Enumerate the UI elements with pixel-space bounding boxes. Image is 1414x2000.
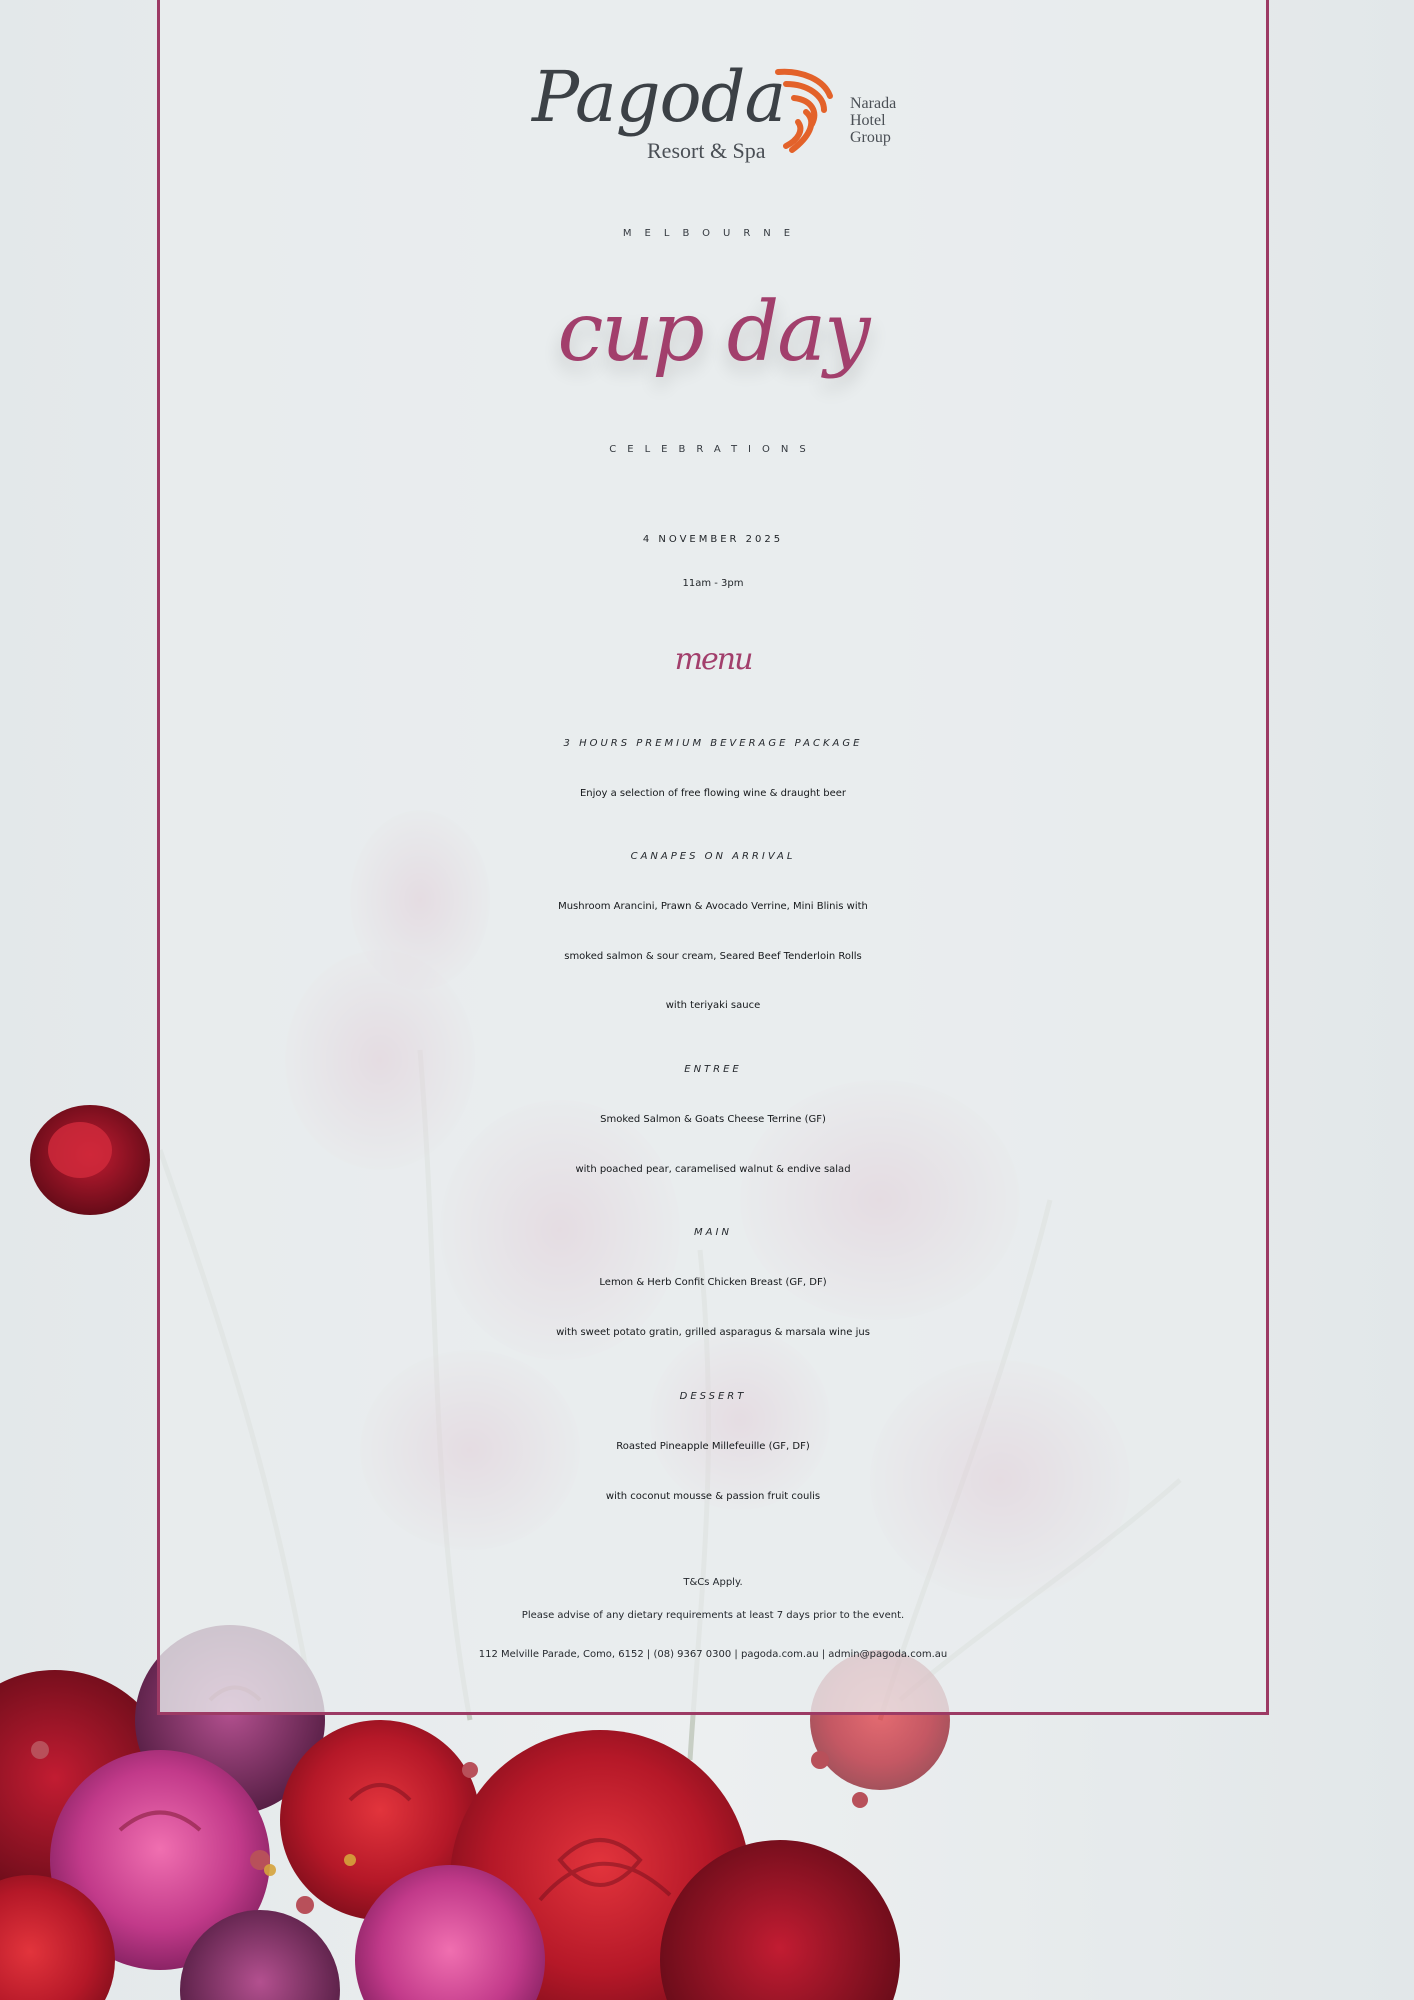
dietary-note: Please advise of any dietary requirements at least 7 days prior to the event. <box>521 1610 905 1621</box>
contact-line: 112 Melville Parade, Como, 6152 | (08) 9367 0300 | pagoda.com.au | admin@pagoda.com.au <box>478 1649 948 1660</box>
pagoda-logo <box>532 56 912 172</box>
menu-title: menu <box>674 642 752 677</box>
section-line: Mushroom Arancini, Prawn & Avocado Verrine, Mini Blinis with <box>558 901 868 912</box>
section-line: with poached pear, caramelised walnut & endive salad <box>575 1164 851 1175</box>
logo-group-line: Group <box>850 129 891 146</box>
terms-text: T&Cs Apply. <box>683 1577 743 1588</box>
section-line: with sweet potato gratin, grilled asparagus & marsala wine jus <box>556 1327 870 1338</box>
section-heading-beverage: 3 HOURS PREMIUM BEVERAGE PACKAGE <box>563 738 863 749</box>
section-line: Lemon & Herb Confit Chicken Breast (GF, DF) <box>599 1277 827 1288</box>
section-line: Smoked Salmon & Goats Cheese Terrine (GF) <box>600 1114 826 1125</box>
heading-celebrations: CELEBRATIONS <box>609 444 817 455</box>
section-line: Roasted Pineapple Millefeuille (GF, DF) <box>616 1441 810 1452</box>
logo-group-line: Hotel <box>850 112 886 129</box>
event-date: 4 NOVEMBER 2025 <box>642 534 784 545</box>
section-heading-main: MAIN <box>694 1227 732 1238</box>
logo-group-line: Narada <box>850 95 897 112</box>
heading-melbourne: MELBOURNE <box>622 228 804 239</box>
event-time: 11am - 3pm <box>682 578 744 589</box>
menu-content <box>157 0 1269 1720</box>
section-heading-entree: ENTREE <box>684 1064 742 1075</box>
heading-cup-day: cup day <box>557 285 869 380</box>
section-line: with teriyaki sauce <box>665 1000 761 1011</box>
logo-subtitle: Resort & Spa <box>647 138 766 163</box>
section-line: smoked salmon & sour cream, Seared Beef Tenderloin Rolls <box>564 951 862 962</box>
section-line: Enjoy a selection of free flowing wine & draught beer <box>579 788 847 799</box>
section-line: with coconut mousse & passion fruit coulis <box>605 1491 821 1502</box>
logo-name: Pagoda <box>532 56 786 138</box>
section-heading-dessert: DESSERT <box>679 1391 747 1402</box>
phoenix-icon <box>772 66 838 158</box>
section-heading-canapes: CANAPES ON ARRIVAL <box>630 851 796 862</box>
logo-group-text <box>850 95 896 146</box>
